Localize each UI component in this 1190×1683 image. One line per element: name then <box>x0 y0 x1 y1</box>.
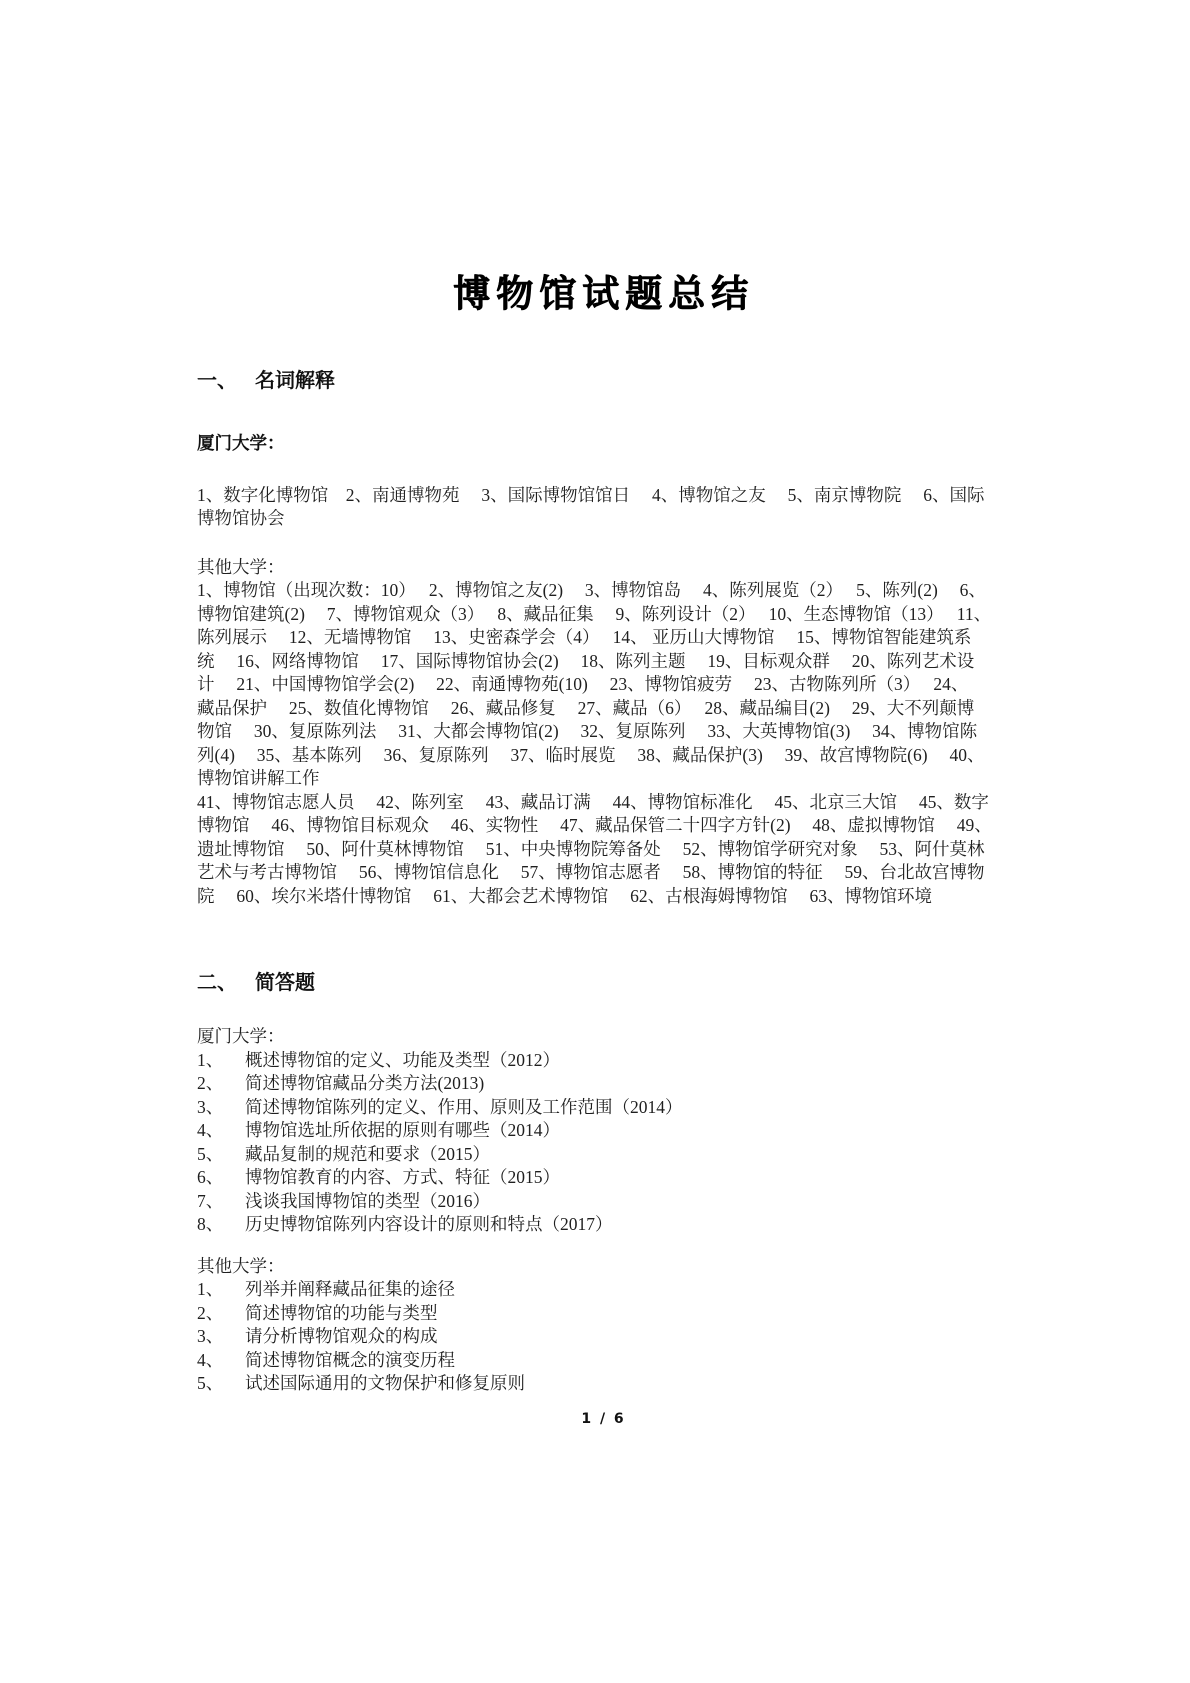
question-number: 5、 <box>197 1143 224 1164</box>
question-number: 6、 <box>197 1167 224 1187</box>
section-heading-terms <box>197 368 1010 394</box>
term-list-line: 计 21、中国博物馆学会(2) 22、南通博物苑(10) 23、博物馆疲劳 23、古物陈列所（3） 24、 <box>197 674 969 694</box>
question-row <box>197 1213 1010 1237</box>
group-label-xiamen-terms: 厦门大学： <box>197 433 285 453</box>
question-text: 藏品复制的规范和要求（2015） <box>245 1143 490 1164</box>
question-text: 博物馆选址所依据的原则有哪些（2014） <box>245 1120 560 1140</box>
term-list-line: 博物馆协会 <box>197 508 285 528</box>
section-title: 简答题 <box>255 972 315 994</box>
section-heading-short-answer <box>197 970 1010 996</box>
term-list-line: 列(4) 35、基本陈列 36、复原陈列 37、临时展览 38、藏品保护(3) 39、故宫博物院(6) 40、 <box>197 744 985 765</box>
question-row <box>197 1190 1010 1214</box>
question-row <box>197 1049 1010 1073</box>
term-list-line: 博物馆 46、博物馆目标观众 46、实物性 47、藏品保管二十四字方针(2) 48、虚拟博物馆 49、 <box>197 815 992 835</box>
term-list-line: 1、数字化博物馆 2、南通博物苑 3、国际博物馆馆日 4、博物馆之友 5、南京博物院 6、国际 <box>197 484 985 505</box>
doc-title: 博物馆试题总结 <box>453 274 754 315</box>
question-row <box>197 1278 1010 1302</box>
term-list-line: 遗址博物馆 50、阿什莫林博物馆 51、中央博物院筹备处 52、博物馆学研究对象 53、阿什莫林 <box>197 838 985 859</box>
term-list-line: 艺术与考古博物馆 56、博物馆信息化 57、博物馆志愿者 58、博物馆的特征 59、台北故宫博物 <box>197 862 985 882</box>
question-number: 3、 <box>197 1096 224 1117</box>
xiamen-terms-paragraph <box>197 484 1010 531</box>
term-list-line: 博物馆建筑(2) 7、博物馆观众（3） 8、藏品征集 9、陈列设计（2） 10、生态博物馆（13） 11、 <box>197 603 992 624</box>
question-text: 简述博物馆的功能与类型 <box>245 1302 438 1323</box>
question-row <box>197 1325 1010 1349</box>
question-row <box>197 1119 1010 1143</box>
question-number: 8、 <box>197 1214 224 1234</box>
question-number: 3、 <box>197 1326 224 1346</box>
question-text: 历史博物馆陈列内容设计的原则和特点（2017） <box>245 1214 613 1234</box>
question-row <box>197 1166 1010 1190</box>
question-text: 概述博物馆的定义、功能及类型（2012） <box>245 1049 560 1070</box>
group-label-xiamen-questions: 厦门大学： <box>197 1026 285 1046</box>
term-list-line: 藏品保护 25、数值化博物馆 26、藏品修复 27、藏品（6） 28、藏品编目(2) 29、大不列颠博 <box>197 697 975 718</box>
question-text: 简述博物馆藏品分类方法(2013) <box>245 1073 485 1093</box>
question-text: 浅谈我国博物馆的类型（2016） <box>245 1190 490 1211</box>
section-title: 名词解释 <box>255 370 335 392</box>
question-number: 4、 <box>197 1349 224 1370</box>
question-text: 简述博物馆概念的演变历程 <box>245 1349 455 1370</box>
question-row <box>197 1143 1010 1167</box>
xiamen-question-list <box>197 1049 1010 1237</box>
question-row <box>197 1096 1010 1120</box>
section-number: 二、 <box>197 972 237 994</box>
question-number: 7、 <box>197 1190 224 1211</box>
other-terms-paragraph <box>197 579 1010 908</box>
group-label-other-questions: 其他大学： <box>197 1255 285 1276</box>
page-number: 1 / 6 <box>581 1410 626 1427</box>
term-list-line: 物馆 30、复原陈列法 31、大都会博物馆(2) 32、复原陈列 33、大英博物馆(3) 34、博物馆陈 <box>197 721 978 741</box>
group-label-other-terms: 其他大学： <box>197 556 285 577</box>
question-row <box>197 1372 1010 1396</box>
question-number: 4、 <box>197 1120 224 1140</box>
question-text: 简述博物馆陈列的定义、作用、原则及工作范围（2014） <box>245 1096 683 1117</box>
term-list-line: 院 60、埃尔米塔什博物馆 61、大都会艺术博物馆 62、古根海姆博物馆 63、博物馆环境 <box>197 885 932 906</box>
term-list-line: 41、博物馆志愿人员 42、陈列室 43、藏品订满 44、博物馆标准化 45、北京三大馆 45、数字 <box>197 791 989 812</box>
question-number: 2、 <box>197 1073 224 1093</box>
term-list-line: 博物馆讲解工作 <box>197 768 320 788</box>
question-row <box>197 1349 1010 1373</box>
term-list-line: 1、博物馆（出现次数：10） 2、博物馆之友(2) 3、博物馆岛 4、陈列展览（2） 5、陈列(2) 6、 <box>197 580 986 600</box>
question-number: 5、 <box>197 1373 224 1393</box>
question-number: 1、 <box>197 1279 224 1299</box>
question-row <box>197 1072 1010 1096</box>
question-text: 博物馆教育的内容、方式、特征（2015） <box>245 1167 560 1187</box>
question-number: 1、 <box>197 1049 224 1070</box>
question-text: 列举并阐释藏品征集的途径 <box>245 1279 455 1299</box>
section-number: 一、 <box>197 370 237 392</box>
other-question-list <box>197 1278 1010 1396</box>
question-text: 试述国际通用的文物保护和修复原则 <box>245 1373 525 1393</box>
question-number: 2、 <box>197 1302 224 1323</box>
term-list-line: 陈列展示 12、无墙博物馆 13、史密森学会（4） 14、 亚历山大博物馆 15、博物馆智能建筑系 <box>197 627 972 647</box>
question-text: 请分析博物馆观众的构成 <box>245 1326 438 1346</box>
term-list-line: 统 16、网络博物馆 17、国际博物馆协会(2) 18、陈列主题 19、目标观众群 20、陈列艺术设 <box>197 650 975 671</box>
question-row <box>197 1302 1010 1326</box>
